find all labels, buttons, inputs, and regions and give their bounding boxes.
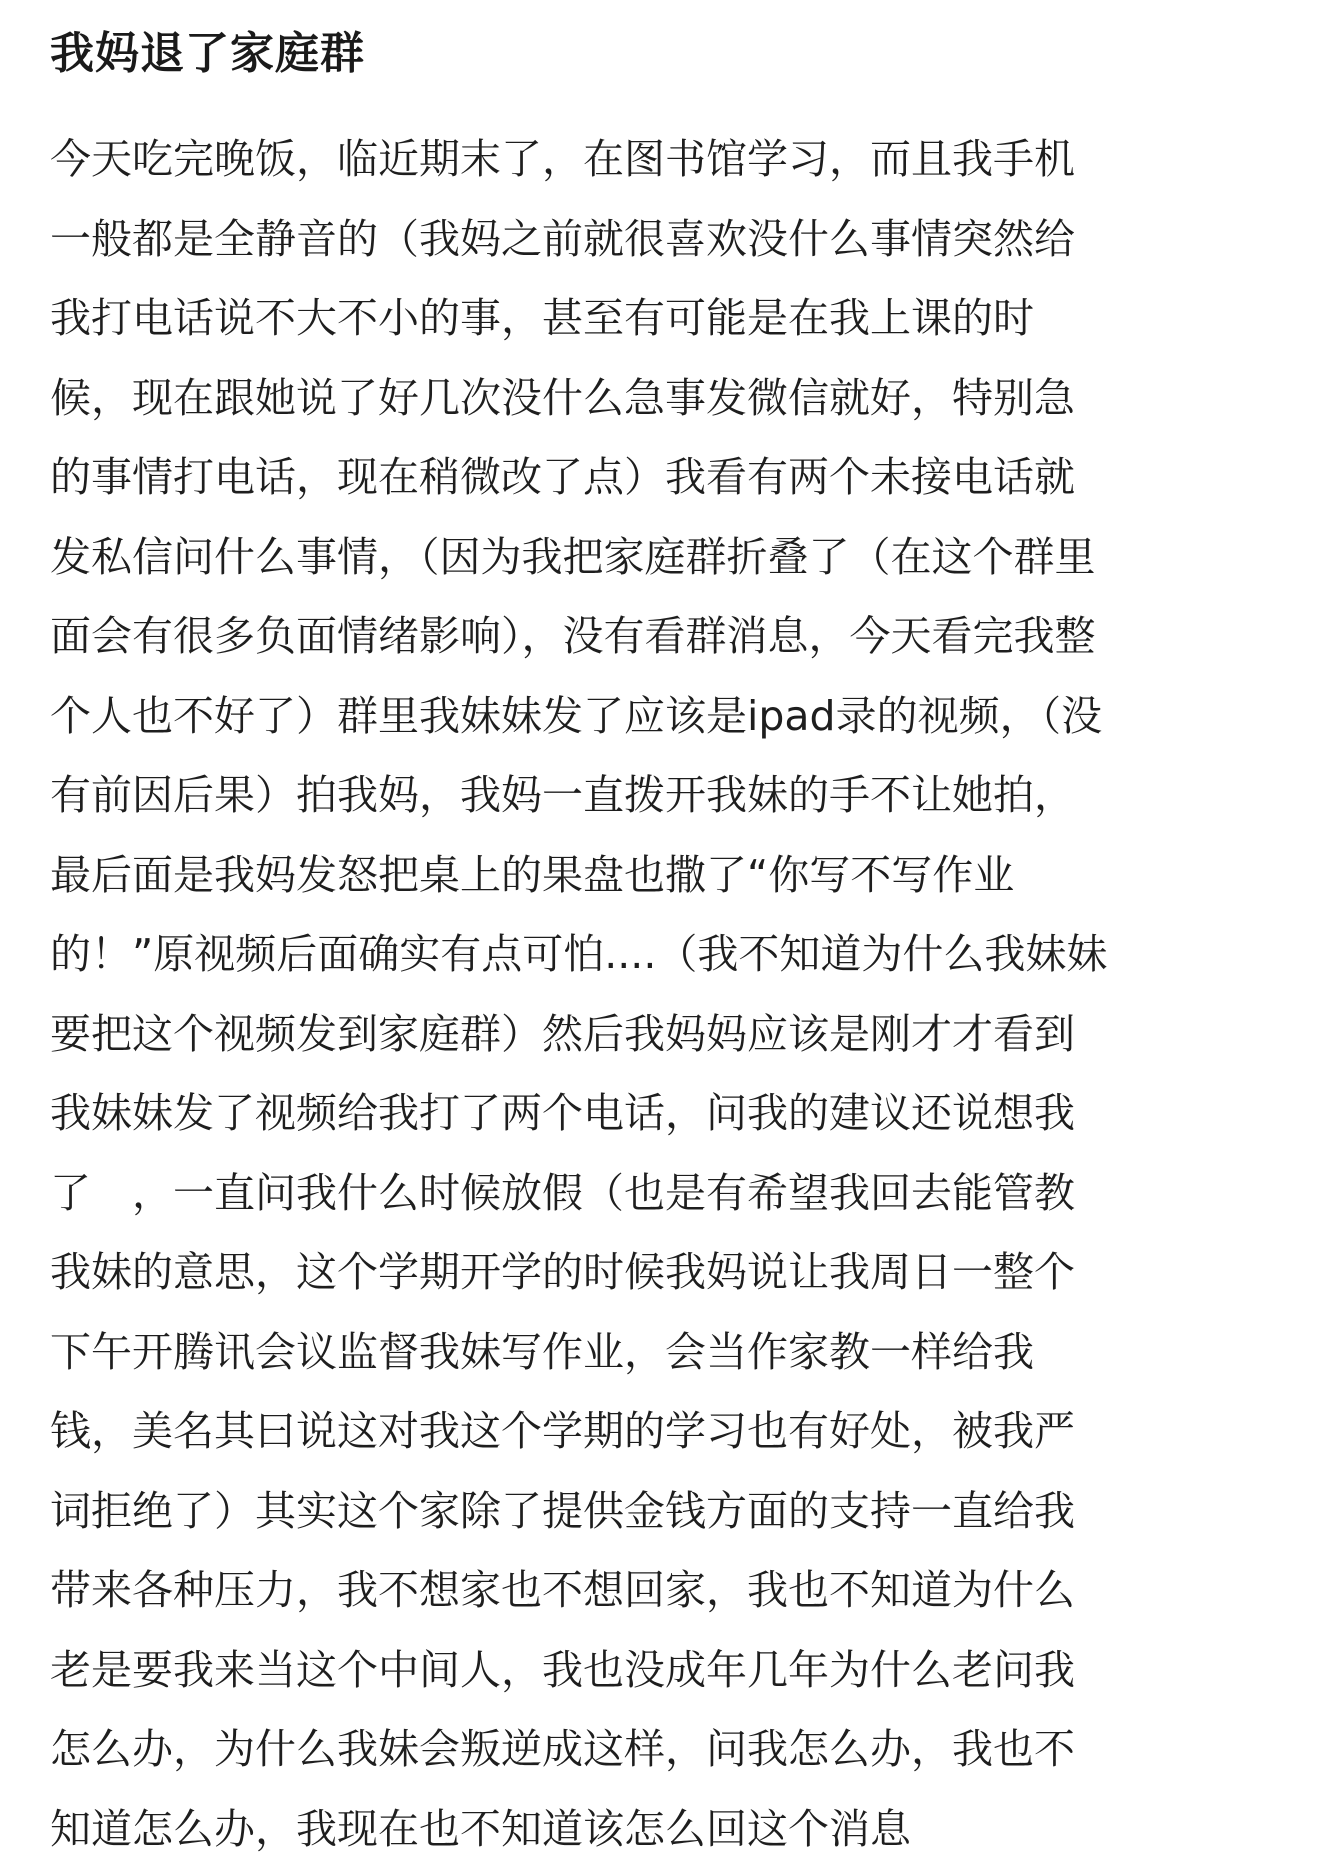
post-body-line: 最后面是我妈发怒把桌上的果盘也撒了“你写不写作业 bbox=[50, 836, 1280, 916]
post-body-line: 面会有很多负面情绪影响），没有看群消息，今天看完我整 bbox=[50, 597, 1280, 677]
post-title: 我妈退了家庭群 bbox=[50, 14, 1280, 94]
post-body-line: 词拒绝了）其实这个家除了提供金钱方面的支持一直给我 bbox=[50, 1472, 1280, 1552]
post-body-line: 有前因后果）拍我妈，我妈一直拨开我妹的手不让她拍， bbox=[50, 756, 1280, 836]
post-body-line: 候，现在跟她说了好几次没什么急事发微信就好，特别急 bbox=[50, 359, 1280, 439]
post-body-line: 发私信问什么事情，（因为我把家庭群折叠了（在这个群里 bbox=[50, 518, 1280, 598]
post-body-line: 下午开腾讯会议监督我妹写作业，会当作家教一样给我 bbox=[50, 1313, 1280, 1393]
post-body-line: 今天吃完晚饭，临近期末了，在图书馆学习，而且我手机 bbox=[50, 120, 1280, 200]
post-body-line: 的事情打电话，现在稍微改了点）我看有两个未接电话就 bbox=[50, 438, 1280, 518]
post-body-line: 一般都是全静音的（我妈之前就很喜欢没什么事情突然给 bbox=[50, 200, 1280, 280]
post-body-line: 怎么办，为什么我妹会叛逆成这样，问我怎么办，我也不 bbox=[50, 1710, 1280, 1790]
post-body-line: 老是要我来当这个中间人，我也没成年几年为什么老问我 bbox=[50, 1631, 1280, 1711]
post-body-line: 的！”原视频后面确实有点可怕....（我不知道为什么我妹妹 bbox=[50, 915, 1280, 995]
post-body-line: 我妹的意思，这个学期开学的时候我妈说让我周日一整个 bbox=[50, 1233, 1280, 1313]
post-body-line: 带来各种压力，我不想家也不想回家，我也不知道为什么 bbox=[50, 1551, 1280, 1631]
post-body-line: 我妹妹发了视频给我打了两个电话，问我的建议还说想我 bbox=[50, 1074, 1280, 1154]
post-body-line: 钱，美名其曰说这对我这个学期的学习也有好处，被我严 bbox=[50, 1392, 1280, 1472]
post-body-line: 要把这个视频发到家庭群）然后我妈妈应该是刚才才看到 bbox=[50, 995, 1280, 1075]
post-body-line: 了 ，一直问我什么时候放假（也是有希望我回去能管教 bbox=[50, 1154, 1280, 1234]
post-body-line: 我打电话说不大不小的事，甚至有可能是在我上课的时 bbox=[50, 279, 1280, 359]
post-body bbox=[50, 120, 1280, 1869]
post-body-line: 知道怎么办，我现在也不知道该怎么回这个消息 bbox=[50, 1790, 1280, 1869]
post-body-line: 个人也不好了）群里我妹妹发了应该是ipad录的视频，（没 bbox=[50, 677, 1280, 757]
